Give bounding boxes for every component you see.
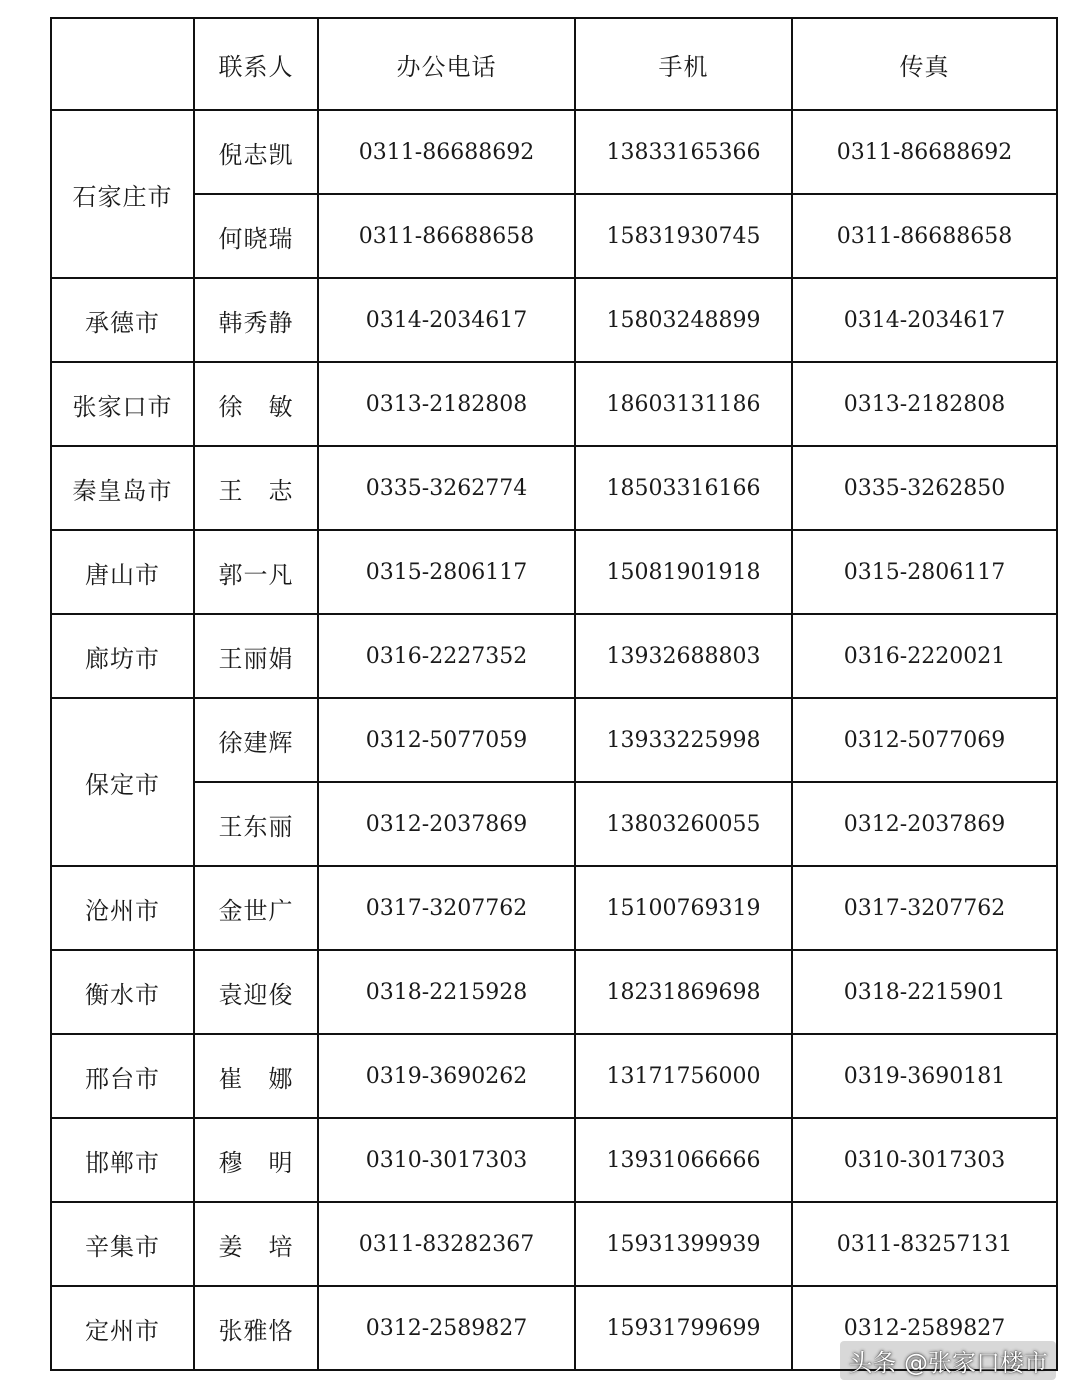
table-row	[51, 446, 1057, 530]
fax-cell: 0311-86688658	[792, 194, 1057, 278]
office-phone-cell: 0310-3017303	[318, 1118, 575, 1202]
mobile-cell: 15931799699	[575, 1286, 792, 1370]
table-row	[51, 362, 1057, 446]
contact-name-cell: 张雅恪	[194, 1286, 318, 1370]
office-phone-cell: 0315-2806117	[318, 530, 575, 614]
table-row	[51, 530, 1057, 614]
contact-name-cell: 郭一凡	[194, 530, 318, 614]
fax-cell: 0316-2220021	[792, 614, 1057, 698]
header-city	[51, 18, 194, 110]
fax-cell: 0311-83257131	[792, 1202, 1057, 1286]
contact-name-cell: 姜 培	[194, 1202, 318, 1286]
table-row	[51, 278, 1057, 362]
header-mobile: 手机	[575, 18, 792, 110]
city-cell: 沧州市	[51, 866, 194, 950]
contact-name-cell: 王 志	[194, 446, 318, 530]
office-phone-cell: 0311-86688692	[318, 110, 575, 194]
city-cell: 唐山市	[51, 530, 194, 614]
city-cell: 承德市	[51, 278, 194, 362]
city-cell: 廊坊市	[51, 614, 194, 698]
office-phone-cell: 0311-86688658	[318, 194, 575, 278]
office-phone-cell: 0311-83282367	[318, 1202, 575, 1286]
fax-cell: 0318-2215901	[792, 950, 1057, 1034]
fax-cell: 0311-86688692	[792, 110, 1057, 194]
contact-name-cell: 韩秀静	[194, 278, 318, 362]
table-row	[51, 110, 1057, 194]
city-cell: 定州市	[51, 1286, 194, 1370]
mobile-cell: 15831930745	[575, 194, 792, 278]
contact-name-cell: 徐 敏	[194, 362, 318, 446]
header-contact: 联系人	[194, 18, 318, 110]
header-fax: 传真	[792, 18, 1057, 110]
contact-name-cell: 何晓瑞	[194, 194, 318, 278]
fax-cell: 0312-2037869	[792, 782, 1057, 866]
contact-name-cell: 穆 明	[194, 1118, 318, 1202]
fax-cell: 0314-2034617	[792, 278, 1057, 362]
mobile-cell: 13803260055	[575, 782, 792, 866]
fax-cell: 0312-2589827	[792, 1286, 1057, 1370]
table-row	[51, 782, 1057, 866]
fax-cell: 0312-5077069	[792, 698, 1057, 782]
header-row	[51, 18, 1057, 110]
city-cell: 秦皇岛市	[51, 446, 194, 530]
contact-name-cell: 王东丽	[194, 782, 318, 866]
city-cell: 保定市	[51, 698, 194, 866]
office-phone-cell: 0335-3262774	[318, 446, 575, 530]
office-phone-cell: 0314-2034617	[318, 278, 575, 362]
header-office-phone: 办公电话	[318, 18, 575, 110]
table-row	[51, 950, 1057, 1034]
table-row	[51, 194, 1057, 278]
fax-cell: 0315-2806117	[792, 530, 1057, 614]
mobile-cell: 15803248899	[575, 278, 792, 362]
mobile-cell: 18503316166	[575, 446, 792, 530]
table-row	[51, 698, 1057, 782]
table-row	[51, 1034, 1057, 1118]
contact-name-cell: 王丽娟	[194, 614, 318, 698]
fax-cell: 0310-3017303	[792, 1118, 1057, 1202]
city-cell: 邢台市	[51, 1034, 194, 1118]
contact-name-cell: 徐建辉	[194, 698, 318, 782]
contact-name-cell: 袁迎俊	[194, 950, 318, 1034]
office-phone-cell: 0312-2589827	[318, 1286, 575, 1370]
contact-name-cell: 崔 娜	[194, 1034, 318, 1118]
fax-cell: 0313-2182808	[792, 362, 1057, 446]
city-cell: 邯郸市	[51, 1118, 194, 1202]
table-row	[51, 614, 1057, 698]
table-row	[51, 866, 1057, 950]
table-row	[51, 1202, 1057, 1286]
office-phone-cell: 0318-2215928	[318, 950, 575, 1034]
fax-cell: 0335-3262850	[792, 446, 1057, 530]
mobile-cell: 13931066666	[575, 1118, 792, 1202]
mobile-cell: 13833165366	[575, 110, 792, 194]
office-phone-cell: 0312-2037869	[318, 782, 575, 866]
city-cell: 辛集市	[51, 1202, 194, 1286]
office-phone-cell: 0312-5077059	[318, 698, 575, 782]
fax-cell: 0319-3690181	[792, 1034, 1057, 1118]
mobile-cell: 18603131186	[575, 362, 792, 446]
city-cell: 衡水市	[51, 950, 194, 1034]
contact-name-cell: 倪志凯	[194, 110, 318, 194]
table-body	[51, 110, 1057, 1370]
mobile-cell: 15931399939	[575, 1202, 792, 1286]
office-phone-cell: 0313-2182808	[318, 362, 575, 446]
office-phone-cell: 0316-2227352	[318, 614, 575, 698]
mobile-cell: 13171756000	[575, 1034, 792, 1118]
mobile-cell: 13932688803	[575, 614, 792, 698]
mobile-cell: 15100769319	[575, 866, 792, 950]
contact-name-cell: 金世广	[194, 866, 318, 950]
office-phone-cell: 0317-3207762	[318, 866, 575, 950]
table-row	[51, 1118, 1057, 1202]
mobile-cell: 15081901918	[575, 530, 792, 614]
fax-cell: 0317-3207762	[792, 866, 1057, 950]
mobile-cell: 13933225998	[575, 698, 792, 782]
city-cell: 张家口市	[51, 362, 194, 446]
office-phone-cell: 0319-3690262	[318, 1034, 575, 1118]
city-cell: 石家庄市	[51, 110, 194, 278]
watermark: 头条 @张家口楼市	[840, 1341, 1056, 1380]
mobile-cell: 18231869698	[575, 950, 792, 1034]
contact-table	[50, 17, 1058, 1371]
